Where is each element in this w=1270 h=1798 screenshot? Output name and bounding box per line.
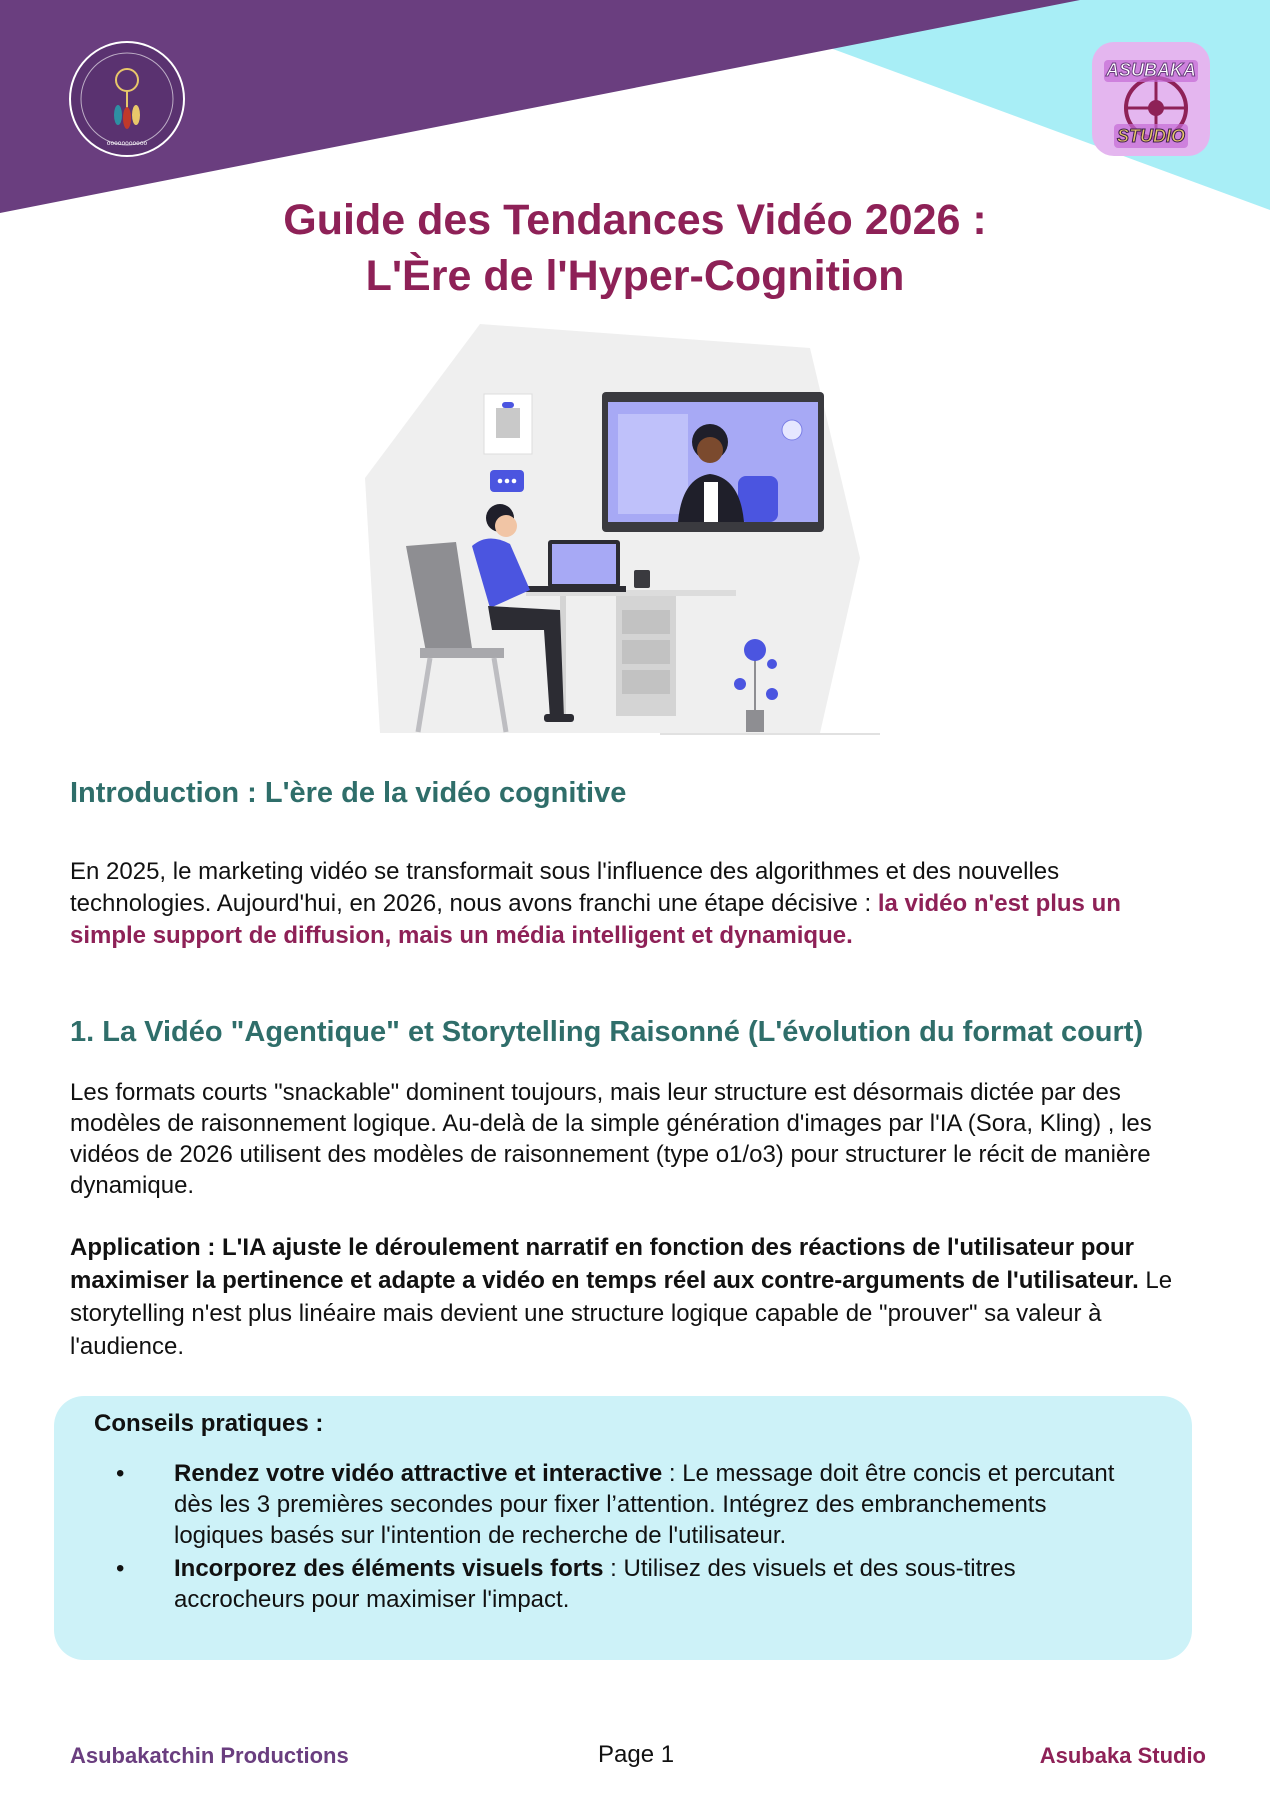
page-title (0, 192, 1270, 304)
intro-paragraph (70, 856, 1200, 952)
tip-item (94, 1553, 1134, 1615)
footer-right: Asubaka Studio (1039, 1743, 1206, 1768)
tips-box (54, 1396, 1192, 1660)
intro-text: En 2025, le marketing vidéo se transformait sous l'influence des algorithmes et des nouvelles technologies. Aujourd'hui, en 2026, nous avons franchi une étape décisive : (70, 858, 1060, 917)
tip-item (94, 1458, 1134, 1551)
title-line-2: L'Ère de l'Hyper-Cognition (365, 252, 905, 300)
application-bold: Application : L'IA ajuste le déroulement narratif en fonction des réactions de l'utilisateur pour maximiser la pertinence et adapte a vidéo en temps réel aux contre-arguments de l'utilisateur. (70, 1234, 1139, 1294)
asubaka-logo-text-top: ASUBAKA (1106, 60, 1196, 80)
tip-bold: Rendez votre vidéo attractive et interactive (174, 1460, 663, 1487)
intro-heading: Introduction : L'ère de la vidéo cognitive (70, 777, 627, 809)
intro-highlight: la vidéo n'est plus un simple support de diffusion, mais un média intelligent et dynamique. (70, 890, 1121, 949)
section-1-paragraph: Les formats courts "snackable" dominent toujours, mais leur structure est désormais dictée par des modèles de raisonnement logique. Au-delà de la simple génération d'images par l'IA (Sora, Kling) , les vidéos de 2026 utilisent des modèles de raisonnement (type o1/o3) pour structurer le récit de manière dynamique. (70, 1079, 1152, 1199)
page-number: Page 1 (598, 1741, 675, 1768)
application-text: Le storytelling n'est plus linéaire mais devient une structure logique capable de "prouver" sa valeur à l'audience. (70, 1267, 1173, 1360)
header-banner (0, 0, 1270, 220)
asubaka-logo-text-bottom: STUDIO (1116, 126, 1185, 146)
application-paragraph (70, 1231, 1200, 1363)
section-1-heading: 1. La Vidéo "Agentique" et Storytelling Raisonné (L'évolution du format court) (70, 1016, 1144, 1048)
footer-left: Asubakatchin Productions (70, 1743, 349, 1768)
video-call-illustration-icon (360, 318, 910, 738)
bullet-icon: • (116, 1460, 125, 1487)
tip-bold: Incorporez des éléments visuels forts (174, 1555, 604, 1582)
bullet-icon: • (116, 1555, 125, 1582)
tip-text: : Utilisez des visuels et des sous-titres accrocheurs pour maximiser l'impact. (174, 1555, 1016, 1613)
tips-title: Conseils pratiques : (94, 1410, 324, 1437)
title-line-1: Guide des Tendances Vidéo 2026 : (283, 196, 987, 244)
asubakatchin-productions-logo-icon (68, 40, 186, 158)
svg-text:ooooooooooo: ooooooooooo (106, 140, 148, 147)
tip-text: : Le message doit être concis et percutant dès les 3 premières secondes pour fixer l’attention. Intégrez des embranchements logiques basés sur l'intention de recherche de l'utilisateur. (174, 1460, 1115, 1549)
tips-list (94, 1458, 1134, 1617)
